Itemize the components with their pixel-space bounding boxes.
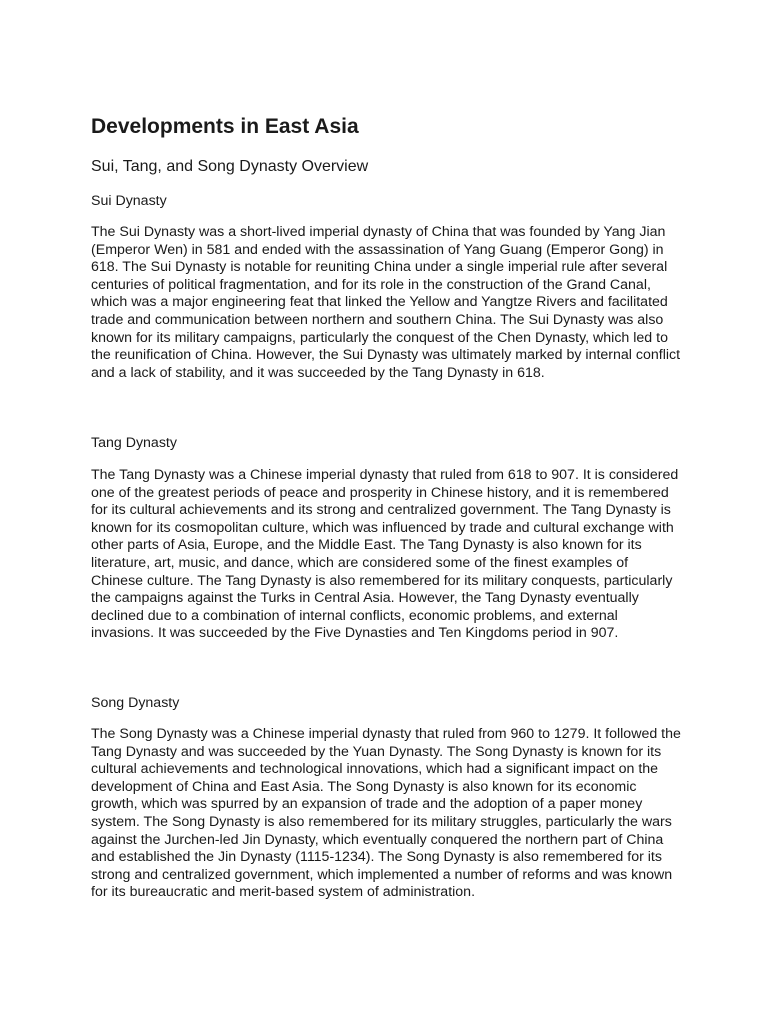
section-body-sui: The Sui Dynasty was a short-lived imperial dynasty of China that was founded by Yang Jian (Emperor Wen) in 581 and ended with the assassination of Yang Guang (Emperor Gong) in 618. The Sui Dynasty is notable for reuniting China under a single imperial rule after several centuries of political fragmentation, and for its role in the construction of the Grand Canal, which was a major engineering feat that linked the Yellow and Yangtze Rivers and facilitated trade and communication between northern and southern China. The Sui Dynasty was also known for its military campaigns, particularly the conquest of the Chen Dynasty, which led to the reunification of China. However, the Sui Dynasty was ultimately marked by internal conflict and a lack of stability, and it was succeeded by the Tang Dynasty in 618. bbox=[91, 224, 681, 381]
section-body-tang: The Tang Dynasty was a Chinese imperial dynasty that ruled from 618 to 907. It is considered one of the greatest periods of peace and prosperity in Chinese history, and it is remembered for its cultural achievements and its strong and centralized government. The Tang Dynasty is known for its cosmopolitan culture, which was influenced by trade and cultural exchange with other parts of Asia, Europe, and the Middle East. The Tang Dynasty is also known for its literature, art, music, and dance, which are considered some of the finest examples of Chinese culture. The Tang Dynasty is also remembered for its military conquests, particularly the campaigns against the Turks in Central Asia. However, the Tang Dynasty eventually declined due to a combination of internal conflicts, economic problems, and external invasions. It was succeeded by the Five Dynasties and Ten Kingdoms period in 907. bbox=[91, 467, 679, 642]
section-heading-tang: Tang Dynasty bbox=[91, 435, 177, 451]
page-title: Developments in East Asia bbox=[91, 115, 359, 138]
section-body-song: The Song Dynasty was a Chinese imperial dynasty that ruled from 960 to 1279. It followed the Tang Dynasty and was succeeded by the Yuan Dynasty. The Song Dynasty is known for its cultural achievements and technological innovations, which had a significant impact on the development of China and East Asia. The Song Dynasty is also known for its economic growth, which was spurred by an expansion of trade and the adoption of a paper money system. The Song Dynasty is also remembered for its military struggles, particularly the wars against the Jurchen-led Jin Dynasty, which eventually conquered the northern part of China and established the Jin Dynasty (1115-1234). The Song Dynasty is also remembered for its strong and centralized government, which implemented a number of reforms and was known for its bureaucratic and merit-based system of administration. bbox=[91, 726, 681, 901]
section-heading-sui: Sui Dynasty bbox=[91, 193, 167, 209]
section-heading-song: Song Dynasty bbox=[91, 695, 180, 711]
page-subtitle: Sui, Tang, and Song Dynasty Overview bbox=[91, 158, 369, 175]
